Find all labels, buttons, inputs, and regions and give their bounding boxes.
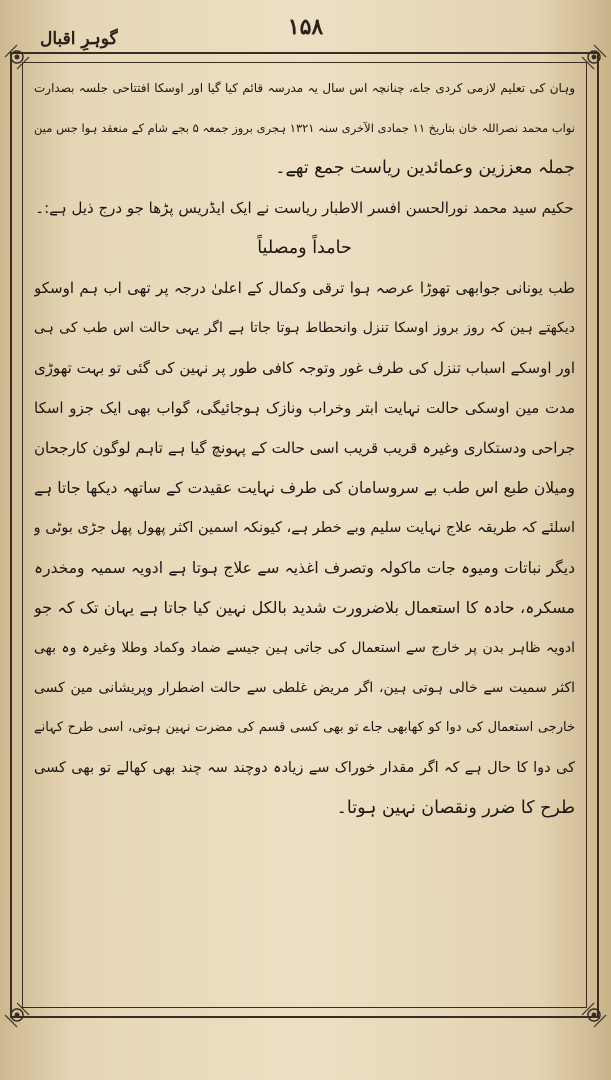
text-line: وہان کی تعلیم لازمی کردی جاے، چنانچہ اس سال یہ مدرسہ قائم کیا گیا اور اوسکا افتتاحی جلسہ بصدارت	[34, 81, 575, 95]
text-line: نواب محمد نصراللہ خان بتاریخ ۱۱ جمادی الآخری سنہ ۱۳۲۱ ہجری بروز جمعہ ۵ بجے شام کے منعقد ہوا جس مین	[34, 121, 575, 135]
text-line: ادویہ ظاہر بدن پر خارج سے استعمال کی جاتی ہین جیسے ضماد وکماد وطلا وغیرہ وہ بھی	[34, 640, 575, 656]
section-heading: حامداً ومصلیاً	[257, 238, 352, 258]
corner-ornament-icon	[579, 42, 609, 72]
text-line: طب یونانی جوابھی تھوڑا عرصہ ہوا ترقی وکمال کے اعلیٰ درجہ پر تھی اب ہم اوسکو	[34, 279, 575, 297]
running-header-title: گوہرِ اقبال	[40, 29, 118, 49]
text-line: ومیلان طبع اس طب بے سروسامان کی طرف نہایت عقیدت کے ساتھہ دیکھا جاتا ہے	[34, 479, 575, 497]
text-line: خارجی استعمال کی دوا کو کھابھی جاے تو بھی کسی قسم کی مضرت نہین ہوتی، اسی طرح کہانے	[34, 720, 575, 735]
corner-ornament-icon	[579, 1000, 609, 1030]
body-text	[34, 68, 575, 998]
text-line: مدت مین اوسکی حالت نہایت ابتر وخراب ونازک ہوجائیگی، گواب بھی ایک جزو اسکا	[34, 399, 575, 417]
text-line: حکیم سید محمد نورالحسن افسر الاطبار ریاست نے ایک ایڈریس پڑھا جو درج ذیل ہے:۔	[35, 199, 574, 217]
text-line: دیگر نباتات ومیوہ جات ماکولہ وتصرف اغذیہ سے علاج ہوتا ہے ادویہ سمیہ ومخدرہ	[34, 559, 575, 577]
page-number: ۱۵۸	[287, 14, 324, 40]
corner-ornament-icon	[2, 1000, 32, 1030]
text-line: اکثر سمیت سے خالی ہوتی ہین، اگر مریض غلطی سے حالت اضطرار وپریشانی مین کسی	[34, 680, 575, 696]
text-line: مسکرہ، حادہ کا استعمال بلاضرورت شدید بالکل نہین کیا جاتا ہے یہان تک کہ جو	[34, 598, 575, 617]
text-line: کی دوا کا حال ہے کہ اگر مقدار خوراک سے زیادہ دوچند سہ چند بھی کھالے تو بھی کسی	[34, 760, 575, 776]
text-line: اسلئے کہ طریقہ علاج نہایت سلیم وبے خطر ہے، کیونکہ اسمین اکثر پھول پھل جڑی بوٹی و	[34, 520, 575, 536]
text-line: طرح کا ضرر ونقصان نہین ہوتا۔	[336, 798, 575, 818]
text-line: اور اوسکے اسباب تنزل کی طرف غور وتوجہ کافی طور پر نہین کی گئی تو بہت تھوڑی	[34, 359, 575, 377]
corner-ornament-icon	[2, 42, 32, 72]
text-line: جراحی ودستکاری وغیرہ قریب قریب اسی حالت کے پہونچ گیا ہے تاہم لوگون کارجحان	[34, 439, 575, 457]
text-line: جملہ معززین وعمائدین ریاست جمع تھے۔	[275, 158, 575, 178]
text-line: دیکھتے ہین کہ روز بروز اوسکا تنزل وانحطاط ہوتا جاتا ہے اگر یہی حالت اس طب کی ہی	[34, 320, 575, 336]
